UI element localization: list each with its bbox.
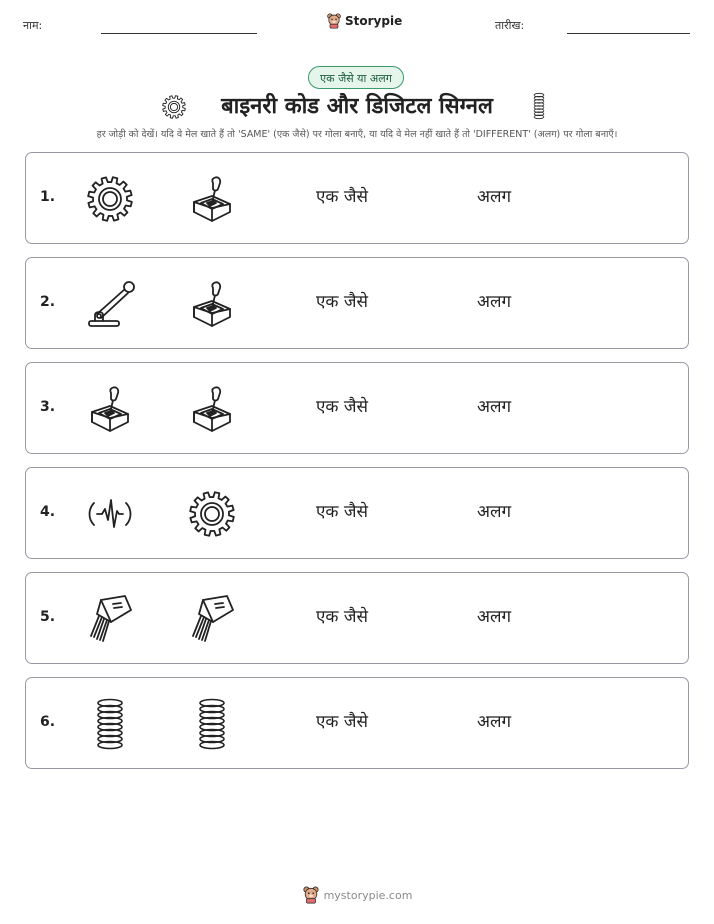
spring-icon — [528, 92, 550, 120]
option-different[interactable]: अलग — [477, 187, 512, 207]
question-card — [25, 152, 689, 244]
option-same[interactable]: एक जैसे — [316, 292, 368, 312]
date-line[interactable] — [567, 33, 690, 34]
question-card — [25, 362, 689, 454]
question-number: 3. — [40, 399, 56, 415]
gear-icon — [83, 172, 137, 226]
question-number: 4. — [40, 504, 56, 520]
name-label: नाम: — [23, 19, 43, 32]
spring-icon — [83, 697, 137, 751]
bear-logo-icon — [302, 886, 320, 904]
question-number: 6. — [40, 714, 56, 730]
instructions-text: हर जोड़ी को देखें। यदि वे मेल खाते हैं तो 'SAME' (एक जैसे) पर गोला बनाएँ, या यदि वे मेल नहीं खाते हैं तो 'DIFFERENT' (अलग) पर गोला बनाएँ। — [96, 129, 618, 140]
option-different[interactable]: अलग — [477, 712, 512, 732]
question-number: 2. — [40, 294, 56, 310]
option-different[interactable]: अलग — [477, 502, 512, 522]
option-different[interactable]: अलग — [477, 292, 512, 312]
option-same[interactable]: एक जैसे — [316, 187, 368, 207]
spring-icon — [185, 697, 239, 751]
question-number: 1. — [40, 189, 56, 205]
transistor-icon — [83, 592, 137, 646]
page-title: बाइनरी कोड और डिजिटल सिग्नल — [221, 94, 493, 119]
joystick-icon — [83, 382, 137, 436]
footer-website: mystorypie.com — [323, 888, 413, 902]
joystick-icon — [185, 382, 239, 436]
signal-wave-icon — [83, 487, 137, 541]
joystick-icon — [185, 172, 239, 226]
storypie-logo — [326, 13, 402, 29]
gear-icon — [185, 487, 239, 541]
question-card — [25, 257, 689, 349]
logo-text: Storypie — [345, 14, 403, 28]
lever-switch-icon — [83, 277, 137, 331]
option-same[interactable]: एक जैसे — [316, 502, 368, 522]
transistor-icon — [185, 592, 239, 646]
question-number: 5. — [40, 609, 56, 625]
question-card — [25, 572, 689, 664]
name-line[interactable] — [101, 33, 257, 34]
worksheet-type-badge: एक जैसे या अलग — [308, 66, 404, 89]
option-different[interactable]: अलग — [477, 607, 512, 627]
question-card — [25, 467, 689, 559]
option-same[interactable]: एक जैसे — [316, 712, 368, 732]
joystick-icon — [185, 277, 239, 331]
option-different[interactable]: अलग — [477, 397, 512, 417]
option-same[interactable]: एक जैसे — [316, 397, 368, 417]
question-card — [25, 677, 689, 769]
date-label: तारीख: — [495, 19, 525, 32]
bear-logo-icon — [326, 13, 342, 29]
footer — [0, 886, 714, 904]
option-same[interactable]: एक जैसे — [316, 607, 368, 627]
